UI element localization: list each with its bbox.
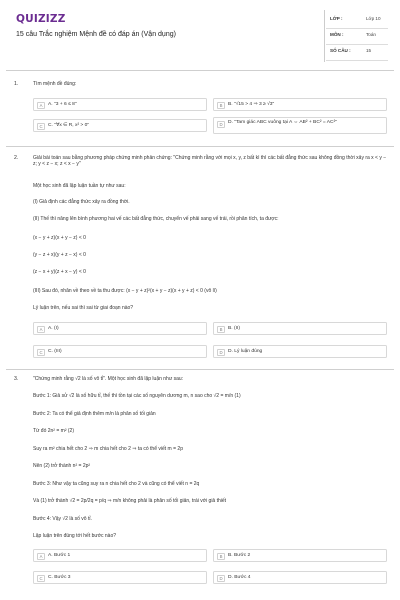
answer-option-d[interactable]: [213, 345, 387, 358]
question-line: Bước 1: Giả sử √2 là số hữu tỉ, thế thì tồn tại các số nguyên dương m, n sao cho √2 = m/n (1): [33, 393, 241, 399]
meta-value: 15: [366, 48, 372, 53]
question-line: Và (1) trở thành √2 = 2p/2q = p/q ⇒ m/n không phải là phân số tối giản, trái với giả thiết: [33, 498, 227, 504]
question-line: (y − z + x)(y + z − x) < 0: [33, 252, 86, 258]
answer-option-a[interactable]: [33, 98, 207, 111]
meta-row-count: [326, 45, 388, 61]
question-line: Nên (2) trở thành n² = 2p²: [33, 463, 91, 469]
answer-option-c[interactable]: [33, 571, 207, 584]
answer-option-c[interactable]: [33, 345, 207, 358]
option-text: C. (III): [48, 349, 62, 354]
page-title: 15 câu Trắc nghiệm Mệnh đề có đáp án (Vận dụng): [16, 31, 176, 38]
option-letter: C: [37, 349, 45, 356]
question-line: (III) Sau đó, nhân về theo về ta thu được: (x − y + z)²(x + y − z)(x + y + z) < 0 (vô lí): [33, 288, 217, 294]
option-letter: A: [37, 553, 45, 560]
meta-value: Toán: [366, 32, 376, 37]
question-line: Bước 4: Vậy √2 là số vô tỉ.: [33, 516, 92, 522]
question-line: Bước 3: Như vậy ta cũng suy ra n chia hết cho 2 và cũng có thể viết n = 2q: [33, 481, 200, 487]
question-line: Từ đó 2n² = m² (2): [33, 428, 74, 434]
question-line: (II) Thế thì nâng lên bình phương hai vế các bất đẳng thức, chuyển vế phải sang vế trái, rồi phân tích, ta được:: [33, 216, 279, 222]
meta-table: [326, 13, 388, 61]
option-letter: A: [37, 102, 45, 109]
question-line: Lập luận trên đúng tới hết bước nào?: [33, 533, 117, 539]
meta-value: Lớp 10: [366, 16, 381, 21]
option-text: A. "3 + 6 ≤ 8": [48, 102, 77, 107]
question-line: (I) Giả định các đẳng thức xảy ra đồng thời.: [33, 199, 130, 205]
quizizz-logo: QUIZIZZ: [16, 13, 66, 25]
question-line: Lý luận trên, nếu sai thì sai từ giai đoạn nào?: [33, 305, 134, 311]
divider: [6, 70, 394, 71]
answer-option-b[interactable]: [213, 98, 387, 111]
meta-label: MÔN :: [330, 32, 344, 37]
option-text: D. Bước 4: [228, 575, 251, 580]
answer-option-b[interactable]: [213, 322, 387, 335]
divider: [6, 369, 394, 370]
question-line: Một học sinh đã lập luận tuần tự như sau:: [33, 183, 126, 189]
option-text: A. Bước 1: [48, 553, 71, 558]
answer-option-a[interactable]: [33, 549, 207, 562]
option-letter: C: [37, 123, 45, 130]
option-text: C. "∀x ∈ R, x² > 0": [48, 123, 90, 128]
question-line: Bước 2: Ta có thể giả định thêm m/n là phân số tối giản: [33, 411, 156, 417]
option-text: D. Lý luận đúng: [228, 349, 263, 354]
question-stem: "Chứng minh rằng √2 là số vô tỉ". Một học sinh đã lập luận như sau:: [33, 376, 184, 382]
option-letter: D: [217, 121, 225, 128]
answer-option-d[interactable]: [213, 117, 387, 134]
divider: [6, 146, 394, 147]
question-stem: Tìm mệnh đề đúng:: [33, 81, 77, 87]
option-text: A. (I): [48, 326, 59, 331]
question-number: 2.: [14, 155, 19, 161]
option-letter: B: [217, 553, 225, 560]
answer-option-c[interactable]: [33, 119, 207, 132]
answer-option-d[interactable]: [213, 571, 387, 584]
meta-label: SỐ CÂU :: [330, 48, 351, 53]
question-line: Suy ra m² chia hết cho 2 ⇒ m chia hết cho 2 ⇒ ta có thể viết m = 2p: [33, 446, 183, 452]
option-letter: B: [217, 326, 225, 333]
meta-row-subject: [326, 29, 388, 45]
worksheet-header: [0, 0, 400, 68]
question-number: 3.: [14, 376, 19, 382]
question-line: (x − y + z)(x + y − z) < 0: [33, 235, 86, 241]
meta-row-class: [326, 13, 388, 29]
answer-option-a[interactable]: [33, 322, 207, 335]
option-text: B. "√15 > 4 ⇒ 3 ≥ √3": [228, 102, 275, 107]
option-letter: D: [217, 349, 225, 356]
question-line: (z − x + y)(z + x − y) < 0: [33, 269, 86, 275]
answer-option-b[interactable]: [213, 549, 387, 562]
option-letter: A: [37, 326, 45, 333]
option-text: D. "Tam giác ABC vuông tại A ⇔ AB² + BC² = AC²": [228, 119, 337, 125]
meta-label: LỚP :: [330, 16, 343, 21]
option-text: C. Bước 3: [48, 575, 71, 580]
option-text: B. (II): [228, 326, 240, 331]
option-letter: D: [217, 575, 225, 582]
option-letter: C: [37, 575, 45, 582]
option-letter: B: [217, 102, 225, 109]
question-number: 1.: [14, 81, 19, 87]
option-text: B. Bước 2: [228, 553, 251, 558]
question-stem: Giải bài toán sau bằng phương pháp chứng minh phản chứng: "Chứng minh rằng với mọi x, y, z bất kì thì các bất đẳng thức sau không đồng thời xảy ra x < y − z; y < z − x; z < x − y": [33, 155, 387, 168]
